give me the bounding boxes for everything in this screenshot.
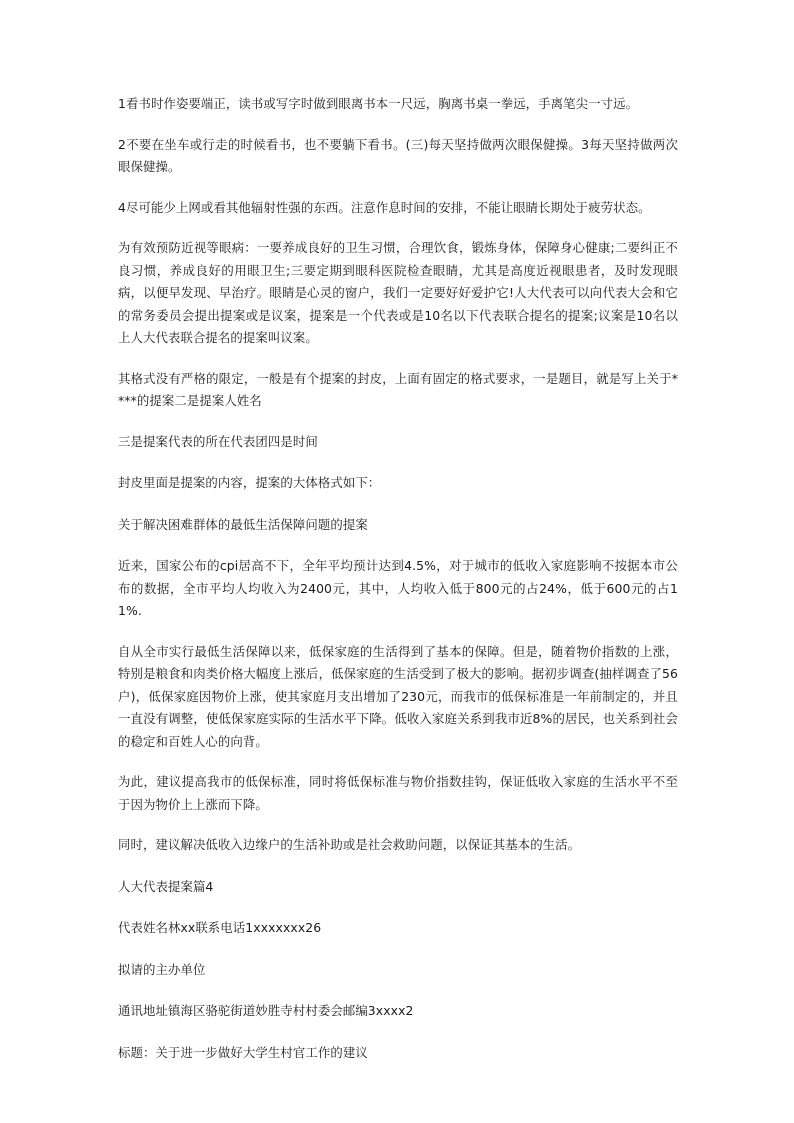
paragraph-delegation-and-time: 三是提案代表的所在代表团四是时间 (118, 433, 318, 449)
paragraph-cpi-data: 近来，国家公布的cpi居高不下，全年平均预计达到4.5%，对于城市的低收入家庭影响不按据本市公布的数据，全市平均人均收入为2400元，其中，人均收入低于800元的占24%，低于600元的占11%. (118, 558, 678, 618)
paragraph-host-unit: 拟请的主办单位 (118, 961, 206, 977)
paragraph-eye-posture: 1看书时作姿要端正，读书或写字时做到眼离书本一尺远，胸离书桌一拳远，手离笔尖一寸远。 (118, 96, 639, 111)
paragraph-address: 通讯地址镇海区骆驼街道妙胜寺村村委会邮编3xxxx2 (118, 1003, 414, 1018)
paragraph-suggestion-raise-standard: 为此，建议提高我市的低保标准，同时将低保标准与物价指数挂钩，保证低收入家庭的生活水平不至于因为物价上上涨而下降。 (118, 774, 678, 812)
section-heading-proposal-4: 人大代表提案篇4 (118, 878, 214, 894)
paragraph-low-income-impact: 自从全市实行最低生活保障以来，低保家庭的生活得到了基本的保障。但是，随着物价指数的上涨，特别是粮食和肉类价格大幅度上涨后，低保家庭的生活受到了极大的影响。据初步调查(抽样调查了56户)，低保家庭因物价上涨，使其家庭月支出增加了230元，而我市的低保标准是一年前制定的，并且一直没有调整，使低保家庭实际的生活水平下降。低收入家庭关系到我市近8%的居民，也关系到社会的稳定和百姓人心的向背。 (118, 643, 678, 749)
paragraph-screen-time: 4尽可能少上网或看其他辐射性强的东西。注意作息时间的安排，不能让眼睛长期处于疲劳状态。 (118, 199, 651, 215)
proposal-title-subsistence: 关于解决困难群体的最低生活保障问题的提案 (118, 516, 368, 532)
paragraph-content-format: 封皮里面是提案的内容，提案的大体格式如下： (118, 475, 381, 490)
paragraph-title-village-officials: 标题：关于进一步做好大学生村官工作的建议 (118, 1044, 368, 1060)
paragraph-suggestion-marginal-households: 同时，建议解决低收入边缘户的生活补助或是社会救助问题，以保证其基本的生活。 (118, 837, 581, 852)
paragraph-prevention-and-proposals: 为有效预防近视等眼病：一要养成良好的卫生习惯，合理饮食，锻炼身体，保障身心健康;二要纠正不良习惯，养成良好的用眼卫生;三要定期到眼科医院检查眼睛，尤其是高度近视眼患者，及时发现眼病，以便早发现、早治疗。眼睛是心灵的窗户，我们一定要好好爱护它!人大代表可以向代表大会和它的常务委员会提出提案或是议案，提案是一个代表或是10名以下代表联合提名的提案;议案是10名以上人大代表联合提名的提案叫议案。 (118, 240, 678, 345)
document-page (118, 93, 678, 1083)
paragraph-proposal-format: 其格式没有严格的限定，一般是有个提案的封皮，上面有固定的格式要求，一是题目，就是写上关于****的提案二是提案人姓名 (118, 370, 678, 408)
paragraph-reading-habits: 2不要在坐车或行走的时候看书，也不要躺下看书。(三)每天坚持做两次眼保健操。3每天坚持做两次眼保健操。 (118, 136, 678, 174)
paragraph-representative-info: 代表姓名林xx联系电话1xxxxxxx26 (118, 920, 322, 935)
